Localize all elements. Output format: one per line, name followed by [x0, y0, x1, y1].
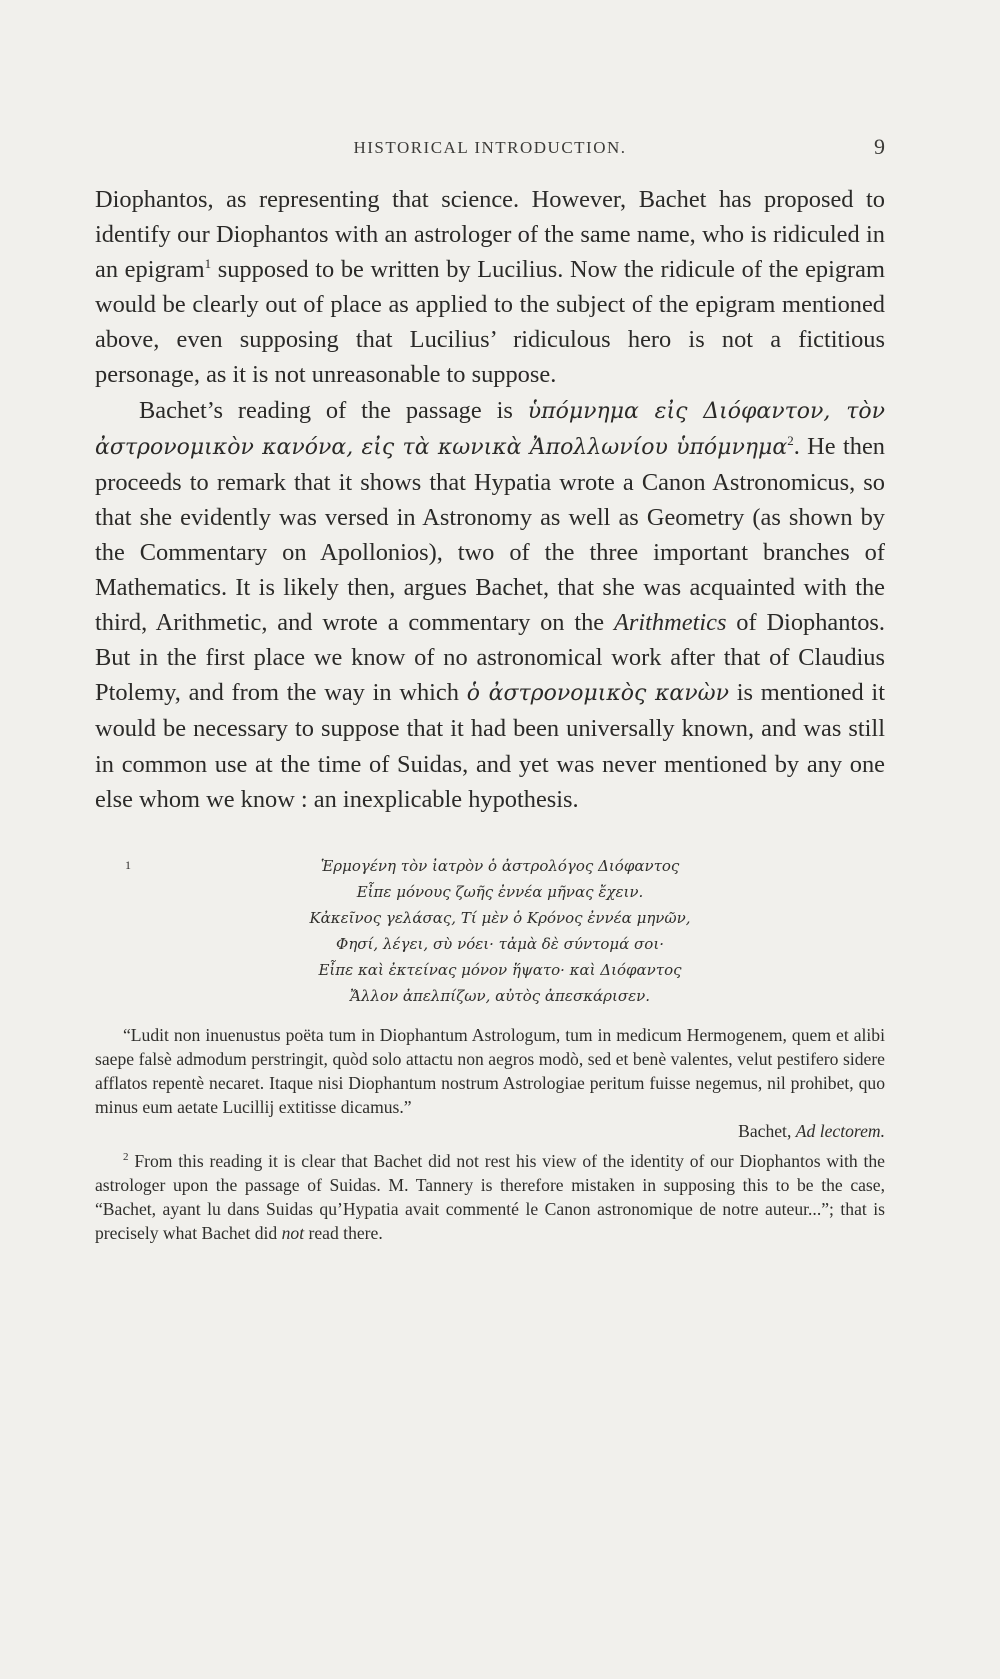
- footnote-1: [95, 853, 885, 1143]
- p1-text-a: Diophantos, as representing that science. However, Bachet has proposed to identify our Diophantos with an astrologer of the same name, who is ridiculed in an epigram: [95, 186, 885, 284]
- p2-text-d: is mentioned it would be necessary to suppose that it had been universally known, and was still in common use at the time of Suidas, and yet was never mentioned by any one else whom we know : an inexplicable hypothesis.: [95, 679, 885, 813]
- footnote-2-marker: 2: [123, 1150, 129, 1163]
- verse-line: Κἀκεῖνος γελάσας, Τί μὲν ὁ Κρόνος ἐννέα μηνῶν,: [309, 908, 691, 927]
- p2-text-c: of Diophantos. But in the first place we know of no astronomical work after that of Claudius Ptolemy, and from the way in which: [95, 609, 885, 707]
- footnote-2-italic: not: [281, 1222, 305, 1243]
- p2-text-b: . He then proceeds to remark that it shows that Hypatia wrote a Canon Astronomicus, so that she evidently was versed in Astronomy as well as Geometry (as shown by the Commentary on Apollonios), two of the three important branches of Mathematics. It is likely then, argues Bachet, that she was acquainted with the third, Arithmetic, and wrote a commentary on the: [95, 432, 885, 637]
- verse-line: Ἑρμογένη τὸν ἰατρὸν ὁ ἀστρολόγος Διόφαντος: [320, 856, 680, 875]
- attribution-work: Ad lectorem.: [795, 1120, 885, 1141]
- book-page: [95, 130, 885, 1245]
- p2-greek-quote: ὑπόμνημα εἰς Διόφαντον, τὸν ἀστρονομικὸν κανόνα, εἰς τὰ κωνικὰ Ἀπολλωνίου ὑπόμνημα: [95, 398, 885, 460]
- verse-line: Εἶπε μόνους ζωῆς ἐννέα μῆνας ἔχειν.: [356, 882, 644, 901]
- page-header: [95, 130, 885, 164]
- page-number: 9: [874, 134, 885, 159]
- latin-quote-text: “Ludit non inuenustus poëta tum in Diophantum Astrologum, tum in medicum Hermogenem, quem et alibi saepe falsè admodum perstringit, quòd solo attactu non aegros modò, sed et benè valentes, velut pestifero sidere afflatos repentè necaret. Itaque nisi Diophantum nostrum Astrologiae peritum fuisse negemus, nil prohibet, quo minus eum aetate Lucillij extitisse dicamus.”: [95, 1024, 885, 1117]
- p1-text-b: supposed to be written by Lucilius. Now the ridicule of the epigram would be clearly out of place as applied to the subject of the epigram mentioned above, even supposing that Lucilius’ ridiculous hero is not a fictitious personage, as it is not unreasonable to suppose.: [95, 256, 885, 389]
- footnote-ref-2: 2: [787, 432, 794, 448]
- p2-greek-phrase: ὁ ἀστρονομικὸς κανὼν: [466, 681, 729, 707]
- verse-line: Εἶπε καὶ ἐκτείνας μόνον ἥψατο· καὶ Διόφαντος: [318, 960, 682, 979]
- footnote-2-text-b: read there.: [304, 1222, 383, 1243]
- latin-quote: [95, 1023, 885, 1143]
- footnote-2-text-a: From this reading it is clear that Bachet did not rest his view of the identity of our Diophantos with the astrologer upon the passage of Suidas. M. Tannery is therefore mistaken in supposing this to be the case, “Bachet, ayant lu dans Suidas qu’Hypatia avait commenté le Canon astronomique de notre auteur...”; that is precisely what Bachet did: [95, 1150, 885, 1243]
- footnotes: [95, 853, 885, 1245]
- epigram-verse: [115, 853, 885, 1009]
- main-text: [95, 182, 885, 817]
- footnote-ref-1: 1: [204, 256, 212, 272]
- p2-italic-title: Arithmetics: [613, 609, 727, 637]
- verse-line: Ἄλλον ἀπελπίζων, αὐτὸς ἀπεσκάρισεν.: [349, 986, 651, 1005]
- attribution-name: Bachet,: [738, 1120, 796, 1141]
- verse-line: Φησί, λέγει, σὺ νόει· τἀμὰ δὲ σύντομά σοι·: [336, 934, 664, 953]
- paragraph-1: [95, 182, 885, 393]
- quote-attribution: [95, 1119, 885, 1143]
- footnote-1-marker: 1: [125, 857, 131, 872]
- paragraph-2: [95, 393, 885, 817]
- p2-text-a: Bachet’s reading of the passage is: [139, 396, 528, 424]
- running-head: HISTORICAL INTRODUCTION.: [353, 138, 627, 157]
- footnote-2: [95, 1149, 885, 1245]
